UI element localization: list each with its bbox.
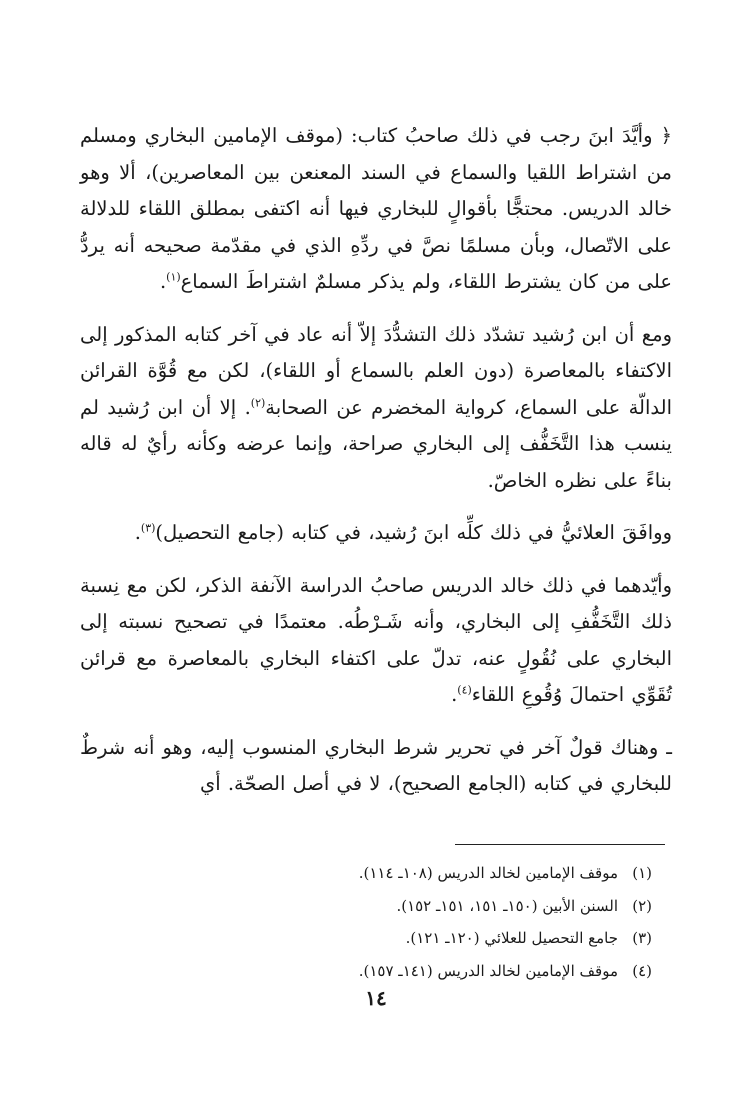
footnote-item bbox=[192, 922, 652, 955]
footnote-text: جامع التحصيل للعلائي (١٢٠ـ ١٢١). bbox=[405, 929, 618, 947]
paragraph-text: وأيّدهما في ذلك خالد الدريس صاحبُ الدراسة الآنفة الذكر، لكن مع نِسبة ذلك التَّخَفُّفِ إلى البخاري، وأنه شَـرْطُه. معتمدًا في تصحيح نسبته إلى البخاري على نُقُولٍ عنه، تدلّ على اكتفاء البخاري بالمعاصرة مع قرائن تُقَوِّي احتمالَ وُقُوعِ اللقاء bbox=[80, 573, 672, 706]
paragraph-text: ـ وهناك قولٌ آخر في تحرير شرط البخاري المنسوب إليه، وهو أنه شرطٌ للبخاري في كتابه (الجامع الصحيح)، لا في أصل الصحّة. أي bbox=[80, 735, 672, 795]
paragraph-1 bbox=[80, 118, 672, 301]
footnote-number: (٤) bbox=[632, 961, 652, 980]
footnote-divider bbox=[455, 844, 665, 845]
main-text bbox=[80, 118, 672, 819]
footnote-ref: (١) bbox=[166, 270, 181, 284]
paragraph-3 bbox=[80, 515, 672, 552]
paragraph-text: ووافَقَ العلائيُّ في ذلك كلِّه ابنَ رُشيد، في كتابه (جامع التحصيل) bbox=[155, 521, 672, 544]
paragraph-2 bbox=[80, 317, 672, 500]
paragraph-tail: . bbox=[159, 270, 167, 293]
footnote-number: (١) bbox=[632, 864, 652, 882]
paragraph-tail: . bbox=[134, 521, 141, 544]
footnote-item bbox=[192, 890, 652, 923]
paragraph-4 bbox=[80, 568, 672, 714]
footnote-text: موقف الإمامين لخالد الدريس (١٤١ـ ١٥٧). bbox=[358, 961, 618, 980]
footnote-text: السنن الأبين (١٥٠ـ ١٥١، ١٥١ـ ١٥٢). bbox=[396, 896, 618, 915]
footnote-text: موقف الإمامين لخالد الدريس (١٠٨ـ ١١٤). bbox=[358, 864, 618, 882]
footnote-item bbox=[192, 857, 652, 890]
footnote-ref: (٣) bbox=[140, 521, 156, 535]
footnote-number: (٣) bbox=[632, 929, 652, 947]
paragraph-5 bbox=[80, 730, 672, 803]
paragraph-text: ﴿ وأيَّدَ ابنَ رجب في ذلك صاحبُ كتاب: (موقف الإمامين البخاري ومسلم من اشتراط اللقيا والسماع في السند المعنعن بين المعاصرين)، ألا وهو خالد الدريس. محتجًّا بأقوالٍ للبخاري فيها أنه اكتفى بمطلق اللقاء للدلالة على الاتّصال، وبأن مسلمًا نصَّ في ردِّهِ الذي في مقدّمة صحيحه أنه يردُّ على من كان يشترط اللقاء، ولم يذكر مسلمٌ اشتراطَ السماع bbox=[80, 124, 672, 293]
footnote-ref: (٢) bbox=[250, 396, 266, 409]
footnote-number: (٢) bbox=[632, 896, 652, 915]
page-number: ١٤ bbox=[365, 986, 387, 1010]
paragraph-tail: . إلا أن ابن رُشيد لم ينسب هذا التَّخَفُّف إلى البخاري صراحة، وإنما عرضه وكأنه رأيٌ له قاله بناءً على نظره الخاصّ. bbox=[80, 395, 672, 492]
paragraph-text: ومع أن ابن رُشيد تشدّد ذلك التشدُّدَ إلاّ أنه عاد في آخر كتابه المذكور إلى الاكتفاء بالمعاصرة (دون العلم بالسماع أو اللقاء)، لكن مع قُوَّة القرائن الدالّة على السماع، كرواية المخضرم عن الصحابة bbox=[80, 322, 672, 419]
footnotes-list bbox=[192, 857, 652, 987]
footnote-ref: (٤) bbox=[457, 683, 472, 697]
footnote-item bbox=[192, 955, 652, 988]
paragraph-tail: . bbox=[451, 683, 458, 706]
